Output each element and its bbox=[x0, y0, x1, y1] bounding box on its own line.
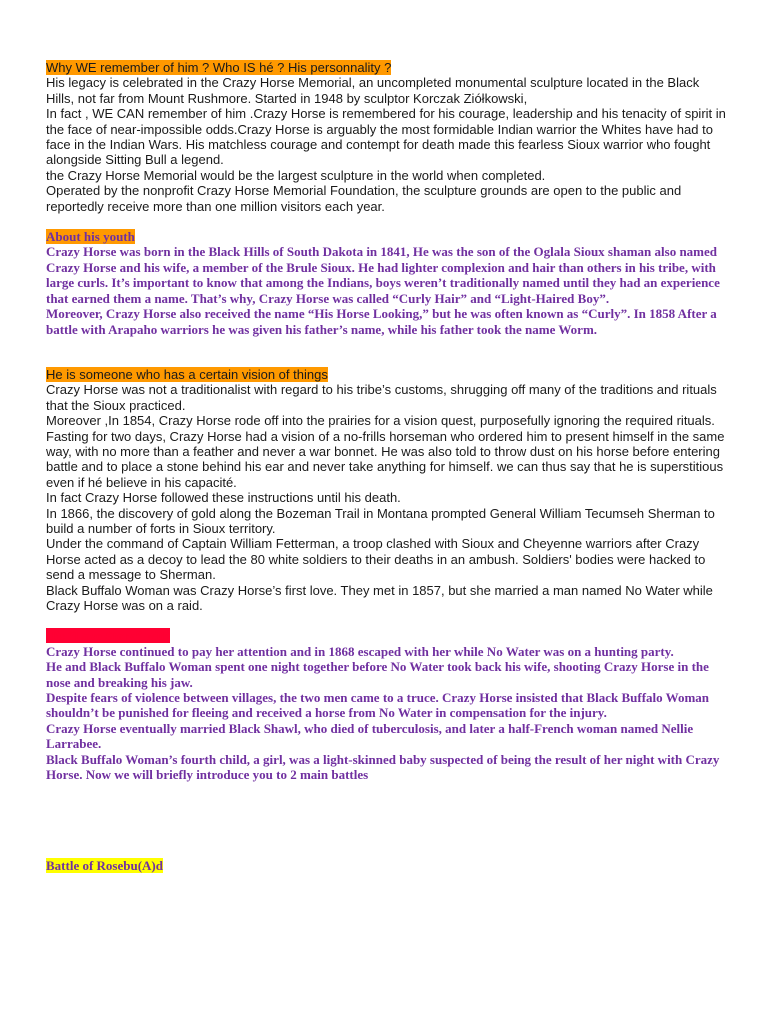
section-heading-youth bbox=[46, 229, 726, 244]
paragraph: Black Buffalo Woman was Crazy Horse’s first love. They met in 1857, but she married a man named No Water while Crazy Horse was on a raid. bbox=[46, 582, 713, 613]
section-vision bbox=[46, 367, 726, 614]
section-remember bbox=[46, 60, 726, 214]
paragraph: He and Black Buffalo Woman spent one night together before No Water took back his wife, shooting Crazy Horse in the nose and breaking his jaw. bbox=[46, 659, 709, 690]
paragraph: In 1866, the discovery of gold along the Bozeman Trail in Montana prompted General William Tecumseh Sherman to build a number of forts in Sioux territory. bbox=[46, 505, 715, 536]
paragraph: In fact Crazy Horse followed these instructions until his death. bbox=[46, 490, 401, 506]
paragraph: Under the command of Captain William Fetterman, a troop clashed with Sioux and Cheyenne warriors after Crazy Horse acted as a decoy to lead the 80 white soldiers to their deaths in an ambush. Soldiers' bodies were hacked to send a message to Sherman. bbox=[46, 536, 706, 583]
spacer bbox=[46, 214, 726, 229]
paragraph: Operated by the nonprofit Crazy Horse Memorial Foundation, the sculpture grounds are open to the public and reportedly receive more than one million visitors each year. bbox=[46, 183, 682, 214]
paragraph: Crazy Horse was born in the Black Hills of South Dakota in 1841, He was the son of the Oglala Sioux shaman also named Crazy Horse and his wife, a member of the Brule Sioux. He had lighter complexion and hair than others in his tribe, with large curls. It’s important to know that among the Indians, boys weren’t traditionally named until they had an experience that earned them a name. That’s why, Crazy Horse was called “Curly Hair” and “Light-Haired Boy”. bbox=[46, 244, 720, 306]
heading-highlight: His “Love Story” with bbox=[46, 628, 170, 644]
section-love-story bbox=[46, 628, 726, 782]
heading-highlight: Battle of Rosebu(A)d bbox=[46, 858, 163, 874]
section-heading-remember bbox=[46, 60, 726, 75]
spacer bbox=[46, 613, 726, 628]
paragraph: the Crazy Horse Memorial would be the largest sculpture in the world when completed. bbox=[46, 167, 546, 183]
paragraph: Crazy Horse eventually married Black Shawl, who died of tuberculosis, and later a half-French woman named Nellie Larrabee. bbox=[46, 720, 694, 752]
paragraph: Crazy Horse was not a traditionalist with regard to his tribe’s customs, shrugging off many of the traditions and rituals that the Sioux practiced. bbox=[46, 382, 717, 413]
heading-highlight: About his youth bbox=[46, 229, 135, 245]
heading-highlight: Why WE remember of him ? Who IS hé ? His personnality ? bbox=[46, 60, 392, 75]
paragraph: Moreover, Crazy Horse also received the name “His Horse Looking,” but he was often known as “Curly”. In 1858 After a battle with Arapaho warriors he was given his father’s name, while his father took the name Worm. bbox=[46, 306, 717, 337]
section-heading-battle bbox=[46, 858, 726, 873]
paragraph: In fact , WE CAN remember of him .Crazy Horse is remembered for his courage, leadership and his tenacity of spirit in the face of near-impossible odds.Crazy Horse is arguably the most formidable Indian warrior the Whites have had to face in the Indian Wars. His matchless courage and contempt for death made this fearless Sioux warrior who fought alongside Sitting Bull a legend. bbox=[46, 106, 726, 168]
section-battle-rosebud bbox=[46, 858, 726, 873]
paragraph: Moreover ,In 1854, Crazy Horse rode off into the prairies for a vision quest, purposefully ignoring the required rituals. bbox=[46, 413, 715, 429]
paragraph: Crazy Horse continued to pay her attention and in 1868 escaped with her while No Water was on a hunting party. bbox=[46, 643, 674, 659]
section-heading-vision bbox=[46, 367, 726, 382]
paragraph: Fasting for two days, Crazy Horse had a vision of a no-frills horseman who ordered him to present himself in the same way, with no more than a feather and never a war bonnet. He was also told to throw dust on his horse before entering battle and to place a stone behind his ear and never take anything for himself. we can thus say that he is superstitious even if hé believe in his capacité. bbox=[46, 428, 725, 490]
paragraph: His legacy is celebrated in the Crazy Horse Memorial, an uncompleted monumental sculpture located in the Black Hills, not far from Mount Rushmore. Started in 1948 by sculptor Korczak Ziółkowski, bbox=[46, 75, 700, 106]
spacer bbox=[46, 782, 726, 858]
heading-highlight: He is someone who has a certain vision of things bbox=[46, 366, 328, 382]
paragraph: Despite fears of violence between villages, the two men came to a truce. Crazy Horse insisted that Black Buffalo Woman shouldn’t be punished for fleeing and received a horse from No Water in compensation for the injury. bbox=[46, 690, 710, 721]
spacer bbox=[46, 337, 726, 367]
document-page bbox=[46, 60, 726, 874]
section-heading-love-story bbox=[46, 628, 726, 643]
section-youth bbox=[46, 229, 726, 337]
paragraph: Black Buffalo Woman’s fourth child, a girl, was a light-skinned baby suspected of being the result of her night with Crazy Horse. Now we will briefly introduce you to 2 main battles bbox=[46, 751, 720, 783]
